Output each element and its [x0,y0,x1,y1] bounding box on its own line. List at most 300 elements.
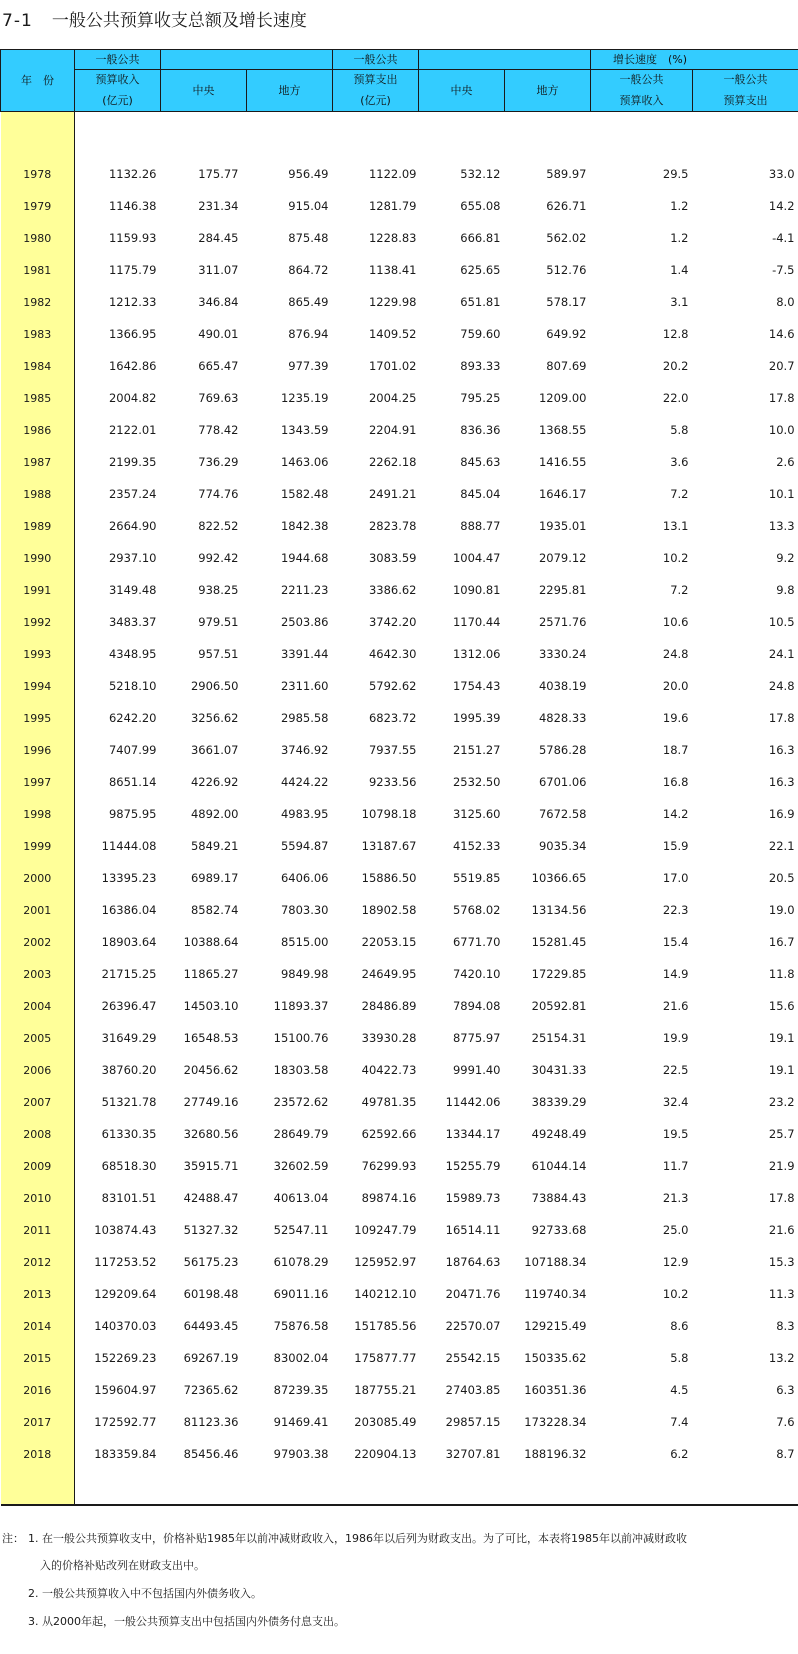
value-cell: 32680.56 [183,1127,239,1141]
value-cell: 21715.25 [101,967,157,981]
value-cell: 9035.34 [538,839,587,853]
value-cell: 977.39 [288,359,329,373]
value-cell: 89874.16 [361,1191,417,1205]
value-cell: 16514.11 [445,1223,501,1237]
value-cell: 31649.29 [101,1031,157,1045]
value-cell: 18303.58 [273,1063,329,1077]
value-cell: 15.9 [662,839,689,853]
value-cell: 7420.10 [452,967,501,981]
value-cell: 14.2 [662,807,689,821]
value-cell: 8582.74 [190,903,239,917]
value-cell: 20471.76 [445,1287,501,1301]
value-cell: 188196.32 [524,1447,587,1461]
footnote-label: 注： [2,1532,24,1545]
value-cell: 125952.97 [354,1255,417,1269]
value-cell: 15255.79 [445,1159,501,1173]
value-cell: 32707.81 [445,1447,501,1461]
table-row [1,222,798,254]
value-cell: 655.08 [460,199,501,213]
year-cell: 1985 [1,382,75,414]
table-row [1,990,798,1022]
value-cell: 3125.60 [452,807,501,821]
value-cell: 11.8 [768,967,795,981]
value-cell: 26396.47 [101,999,157,1013]
value-cell: 1701.02 [368,359,417,373]
value-cell: 795.25 [460,391,501,405]
value-cell: 16.9 [768,807,795,821]
value-cell: 91469.41 [273,1415,329,1429]
table-row [1,1310,798,1342]
table-row [1,638,798,670]
table-row [1,158,798,190]
value-cell: 6701.06 [538,775,587,789]
value-cell: 7407.99 [108,743,157,757]
value-cell: 24.8 [662,647,689,661]
table-row [1,926,798,958]
value-cell: 20456.62 [183,1063,239,1077]
value-cell: 40613.04 [273,1191,329,1205]
value-cell: 22.5 [662,1063,689,1077]
header-local: 地方 [247,70,333,112]
year-cell: 1987 [1,446,75,478]
value-cell: 1.4 [670,263,689,277]
value-cell: 6.2 [670,1447,689,1461]
value-cell: 2122.01 [108,423,157,437]
value-cell: 2503.86 [280,615,329,629]
year-cell: 1983 [1,318,75,350]
value-cell: 119740.34 [524,1287,587,1301]
value-cell: 778.42 [198,423,239,437]
value-cell: 140370.03 [94,1319,157,1333]
value-cell: 284.45 [198,231,239,245]
value-cell: 175.77 [198,167,239,181]
year-cell: 1998 [1,798,75,830]
value-cell: 21.3 [662,1191,689,1205]
value-cell: 203085.49 [354,1415,417,1429]
value-cell: 22053.15 [361,935,417,949]
value-cell: 893.33 [460,359,501,373]
value-cell: 51321.78 [101,1095,157,1109]
value-cell: 51327.32 [183,1223,239,1237]
value-cell: 13.2 [768,1351,795,1365]
year-cell: 2016 [1,1374,75,1406]
value-cell: 649.92 [546,327,587,341]
value-cell: 7937.55 [368,743,417,757]
value-cell: 18764.63 [445,1255,501,1269]
value-cell: 1228.83 [368,231,417,245]
table-row [1,734,798,766]
header-year: 年 份 [1,50,75,112]
year-cell: 2000 [1,862,75,894]
value-cell: 25542.15 [445,1351,501,1365]
value-cell: 10798.18 [361,807,417,821]
table-body [1,112,798,1506]
value-cell: 103874.43 [94,1223,157,1237]
header-blank-expenditure [419,50,591,70]
value-cell: 14.6 [768,327,795,341]
table-row [1,1022,798,1054]
value-cell: 10388.64 [183,935,239,949]
value-cell: 9875.95 [108,807,157,821]
value-cell: 11893.37 [273,999,329,1013]
value-cell: 1935.01 [538,519,587,533]
table-row [1,702,798,734]
value-cell: 1090.81 [452,583,501,597]
value-cell: 1138.41 [368,263,417,277]
header-revenue-top: 一般公共 [75,50,161,70]
value-cell: 28486.89 [361,999,417,1013]
value-cell: 151785.56 [354,1319,417,1333]
fiscal-table [0,49,798,1506]
value-cell: 1416.55 [538,455,587,469]
footnote-1-cont: 入的价格补贴改列在财政支出中。 [40,1559,205,1572]
value-cell: 5218.10 [108,679,157,693]
value-cell: 1209.00 [538,391,587,405]
year-cell: 1979 [1,190,75,222]
year-cell: 1996 [1,734,75,766]
value-cell: 24.8 [768,679,795,693]
value-cell: 1944.68 [280,551,329,565]
table-row [1,510,798,542]
year-cell: 2008 [1,1118,75,1150]
value-cell: 10.2 [662,1287,689,1301]
value-cell: 1281.79 [368,199,417,213]
value-cell: 187755.21 [354,1383,417,1397]
year-cell: 2017 [1,1406,75,1438]
value-cell: 21.6 [662,999,689,1013]
value-cell: 19.0 [768,903,795,917]
value-cell: 20.0 [662,679,689,693]
table-row [1,286,798,318]
value-cell: 1212.33 [108,295,157,309]
year-cell: 1980 [1,222,75,254]
value-cell: 1582.48 [280,487,329,501]
value-cell: 32.4 [662,1095,689,1109]
value-cell: 2204.91 [368,423,417,437]
value-cell: 956.49 [288,167,329,181]
value-cell: 29.5 [662,167,689,181]
value-cell: 92733.68 [531,1223,587,1237]
value-cell: 23.2 [768,1095,795,1109]
value-cell: 87239.35 [273,1383,329,1397]
value-cell: 15886.50 [361,871,417,885]
value-cell: 2262.18 [368,455,417,469]
value-cell: 3330.24 [538,647,587,661]
value-cell: 5.8 [670,1351,689,1365]
value-cell: 2079.12 [538,551,587,565]
year-cell: 1994 [1,670,75,702]
value-cell: 107188.34 [524,1255,587,1269]
value-cell: 836.36 [460,423,501,437]
value-cell: 845.04 [460,487,501,501]
value-cell: 578.17 [546,295,587,309]
value-cell: 3391.44 [280,647,329,661]
value-cell: 9233.56 [368,775,417,789]
value-cell: 25154.31 [531,1031,587,1045]
value-cell: 938.25 [198,583,239,597]
year-cell: 1992 [1,606,75,638]
value-cell: 4226.92 [190,775,239,789]
value-cell: 2532.50 [452,775,501,789]
value-cell: 150335.62 [524,1351,587,1365]
value-cell: 52547.11 [273,1223,329,1237]
year-cell: 2012 [1,1246,75,1278]
value-cell: 346.84 [198,295,239,309]
value-cell: 6771.70 [452,935,501,949]
value-cell: 2151.27 [452,743,501,757]
value-cell: 2937.10 [108,551,157,565]
value-cell: 3742.20 [368,615,417,629]
value-cell: 311.07 [198,263,239,277]
value-cell: 9.8 [776,583,795,597]
table-row [1,894,798,926]
value-cell: 69011.16 [273,1287,329,1301]
value-cell: 6242.20 [108,711,157,725]
value-cell: 15281.45 [531,935,587,949]
table-spacer-bottom [1,1470,798,1505]
value-cell: 175877.77 [354,1351,417,1365]
value-cell: 20.5 [768,871,795,885]
table-row [1,766,798,798]
footnote-2: 2. 一般公共预算收入中不包括国内外债务收入。 [28,1587,262,1600]
value-cell: 774.76 [198,487,239,501]
value-cell: 16.8 [662,775,689,789]
value-cell: 2295.81 [538,583,587,597]
value-cell: 1995.39 [452,711,501,725]
value-cell: 109247.79 [354,1223,417,1237]
year-cell: 2007 [1,1086,75,1118]
table-row [1,1150,798,1182]
value-cell: 625.65 [460,263,501,277]
value-cell: 140212.10 [354,1287,417,1301]
value-cell: 1366.95 [108,327,157,341]
header-local-2: 地方 [505,70,591,112]
value-cell: 27749.16 [183,1095,239,1109]
value-cell: 33.0 [768,167,795,181]
value-cell: 72365.62 [183,1383,239,1397]
value-cell: 5849.21 [190,839,239,853]
value-cell: 16.3 [768,743,795,757]
table-row [1,670,798,702]
year-cell: 1993 [1,638,75,670]
year-cell: 1982 [1,286,75,318]
value-cell: 15989.73 [445,1191,501,1205]
value-cell: 2491.21 [368,487,417,501]
value-cell: 10.5 [768,615,795,629]
value-cell: 15.3 [768,1255,795,1269]
year-cell: 1997 [1,766,75,798]
value-cell: 1170.44 [452,615,501,629]
value-cell: 16548.53 [183,1031,239,1045]
value-cell: 8775.97 [452,1031,501,1045]
header-central-2: 中央 [419,70,505,112]
table-row [1,1438,798,1470]
table-row [1,862,798,894]
value-cell: 28649.79 [273,1127,329,1141]
value-cell: 3746.92 [280,743,329,757]
value-cell: 2823.78 [368,519,417,533]
value-cell: 2211.23 [280,583,329,597]
value-cell: 183359.84 [94,1447,157,1461]
value-cell: 17.0 [662,871,689,885]
value-cell: 20.7 [768,359,795,373]
value-cell: 42488.47 [183,1191,239,1205]
value-cell: 18903.64 [101,935,157,949]
value-cell: 1642.86 [108,359,157,373]
value-cell: 14.2 [768,199,795,213]
header-expenditure-top: 一般公共 [333,50,419,70]
value-cell: 19.9 [662,1031,689,1045]
value-cell: 6.3 [776,1383,795,1397]
value-cell: 129209.64 [94,1287,157,1301]
value-cell: 1175.79 [108,263,157,277]
table-row [1,1118,798,1150]
value-cell: 2199.35 [108,455,157,469]
value-cell: 2311.60 [280,679,329,693]
year-cell: 2003 [1,958,75,990]
value-cell: 22.0 [662,391,689,405]
table-row [1,606,798,638]
value-cell: 24649.95 [361,967,417,981]
year-cell: 1986 [1,414,75,446]
value-cell: 5594.87 [280,839,329,853]
table-row [1,382,798,414]
value-cell: 3.6 [670,455,689,469]
value-cell: 11865.27 [183,967,239,981]
value-cell: 13187.67 [361,839,417,853]
value-cell: 18902.58 [361,903,417,917]
value-cell: 62592.66 [361,1127,417,1141]
value-cell: 13344.17 [445,1127,501,1141]
value-cell: 8.0 [776,295,795,309]
value-cell: 13.3 [768,519,795,533]
year-cell: 1995 [1,702,75,734]
value-cell: 159604.97 [94,1383,157,1397]
value-cell: 4152.33 [452,839,501,853]
value-cell: 864.72 [288,263,329,277]
year-cell: 2009 [1,1150,75,1182]
value-cell: 13.1 [662,519,689,533]
value-cell: 888.77 [460,519,501,533]
value-cell: 1409.52 [368,327,417,341]
value-cell: 626.71 [546,199,587,213]
value-cell: 8.7 [776,1447,795,1461]
value-cell: 7.2 [670,583,689,597]
value-cell: 1343.59 [280,423,329,437]
value-cell: 4.5 [670,1383,689,1397]
table-row [1,350,798,382]
value-cell: 1004.47 [452,551,501,565]
value-cell: 85456.46 [183,1447,239,1461]
value-cell: 6989.17 [190,871,239,885]
value-cell: 23572.62 [273,1095,329,1109]
value-cell: 876.94 [288,327,329,341]
value-cell: 9849.98 [280,967,329,981]
table-row [1,542,798,574]
table-row [1,1086,798,1118]
value-cell: 25.0 [662,1223,689,1237]
year-cell: 2011 [1,1214,75,1246]
value-cell: 1.2 [670,231,689,245]
year-cell: 1990 [1,542,75,574]
value-cell: 1754.43 [452,679,501,693]
value-cell: 5786.28 [538,743,587,757]
value-cell: 1312.06 [452,647,501,661]
value-cell: 2.6 [776,455,795,469]
value-cell: 7803.30 [280,903,329,917]
value-cell: 10366.65 [531,871,587,885]
year-cell: 2005 [1,1022,75,1054]
value-cell: 15.6 [768,999,795,1013]
header-expenditure-mid: 预算支出 [333,70,419,91]
table-row [1,1278,798,1310]
value-cell: 49781.35 [361,1095,417,1109]
value-cell: 22.1 [768,839,795,853]
year-cell: 2002 [1,926,75,958]
value-cell: 1368.55 [538,423,587,437]
value-cell: 29857.15 [445,1415,501,1429]
value-cell: 651.81 [460,295,501,309]
value-cell: 10.1 [768,487,795,501]
value-cell: 589.97 [546,167,587,181]
value-cell: 666.81 [460,231,501,245]
value-cell: 152269.23 [94,1351,157,1365]
value-cell: 4983.95 [280,807,329,821]
value-cell: 1842.38 [280,519,329,533]
value-cell: 1146.38 [108,199,157,213]
value-cell: 5768.02 [452,903,501,917]
value-cell: 4348.95 [108,647,157,661]
table-row [1,254,798,286]
value-cell: 4038.19 [538,679,587,693]
value-cell: 172592.77 [94,1415,157,1429]
value-cell: 2571.76 [538,615,587,629]
year-cell: 2018 [1,1438,75,1470]
table-row [1,446,798,478]
value-cell: 81123.36 [183,1415,239,1429]
value-cell: 6406.06 [280,871,329,885]
value-cell: 532.12 [460,167,501,181]
value-cell: 16386.04 [101,903,157,917]
value-cell: 20.2 [662,359,689,373]
value-cell: 3.1 [670,295,689,309]
value-cell: 5792.62 [368,679,417,693]
value-cell: 769.63 [198,391,239,405]
table-row [1,1342,798,1374]
table-row [1,1214,798,1246]
value-cell: 17.8 [768,1191,795,1205]
value-cell: 25.7 [768,1127,795,1141]
value-cell: 220904.13 [354,1447,417,1461]
value-cell: 11442.06 [445,1095,501,1109]
year-cell: 2013 [1,1278,75,1310]
value-cell: 20592.81 [531,999,587,1013]
value-cell: 21.9 [768,1159,795,1173]
value-cell: 759.60 [460,327,501,341]
table-row [1,958,798,990]
year-cell: 1989 [1,510,75,542]
value-cell: 915.04 [288,199,329,213]
table-row [1,318,798,350]
header-growth-revenue-bottom: 预算收入 [591,91,693,112]
value-cell: 2004.25 [368,391,417,405]
value-cell: -7.5 [772,263,795,277]
table-row [1,1182,798,1214]
value-cell: 60198.48 [183,1287,239,1301]
value-cell: 11.7 [662,1159,689,1173]
value-cell: 845.63 [460,455,501,469]
year-cell: 1978 [1,158,75,190]
